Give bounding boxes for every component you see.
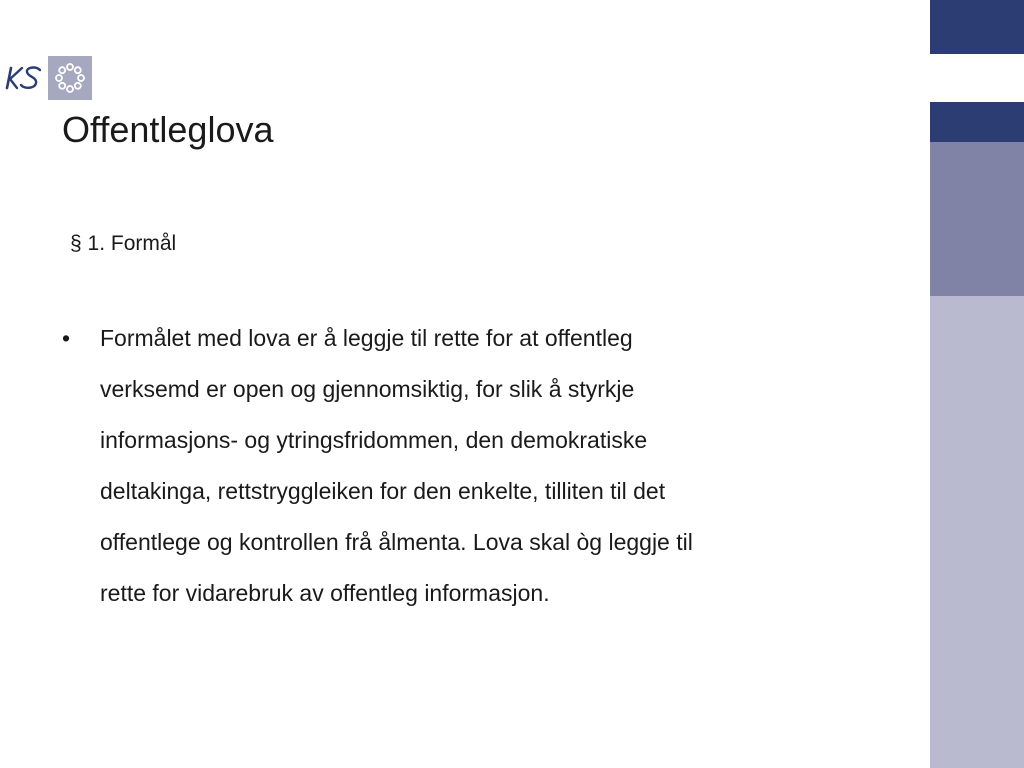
- bullet-line: informasjons- og ytringsfridommen, den demokratiske: [100, 427, 648, 453]
- section-heading: § 1. Formål: [70, 232, 177, 255]
- bullet-item: [62, 313, 852, 619]
- circle-of-people-icon: [48, 56, 92, 100]
- sidebar-band-light: [930, 296, 1024, 768]
- bullet-line: offentlege og kontrollen frå ålmenta. Lova skal òg leggje til: [100, 529, 693, 555]
- sidebar-band-mid: [930, 142, 1024, 296]
- bullet-line: Formålet med lova er å leggje til rette for at offentleg: [100, 325, 633, 351]
- bullet-icon: •: [62, 325, 71, 351]
- sidebar-band-navy: [930, 102, 1024, 142]
- sidebar-band-logo: [930, 54, 1024, 102]
- sidebar-band-navy-top: [930, 0, 1024, 54]
- ks-logo-icon: [2, 56, 48, 100]
- bullet-list: [62, 313, 852, 619]
- bullet-line: verksemd er open og gjennomsiktig, for slik å styrkje: [100, 376, 635, 402]
- bullet-line: deltakinga, rettstryggleiken for den enkelte, tilliten til det: [100, 478, 666, 504]
- bullet-line: rette for vidarebruk av offentleg informasjon.: [100, 580, 550, 606]
- decorative-sidebar: [930, 0, 1024, 768]
- slide-title: Offentleglova: [62, 109, 274, 150]
